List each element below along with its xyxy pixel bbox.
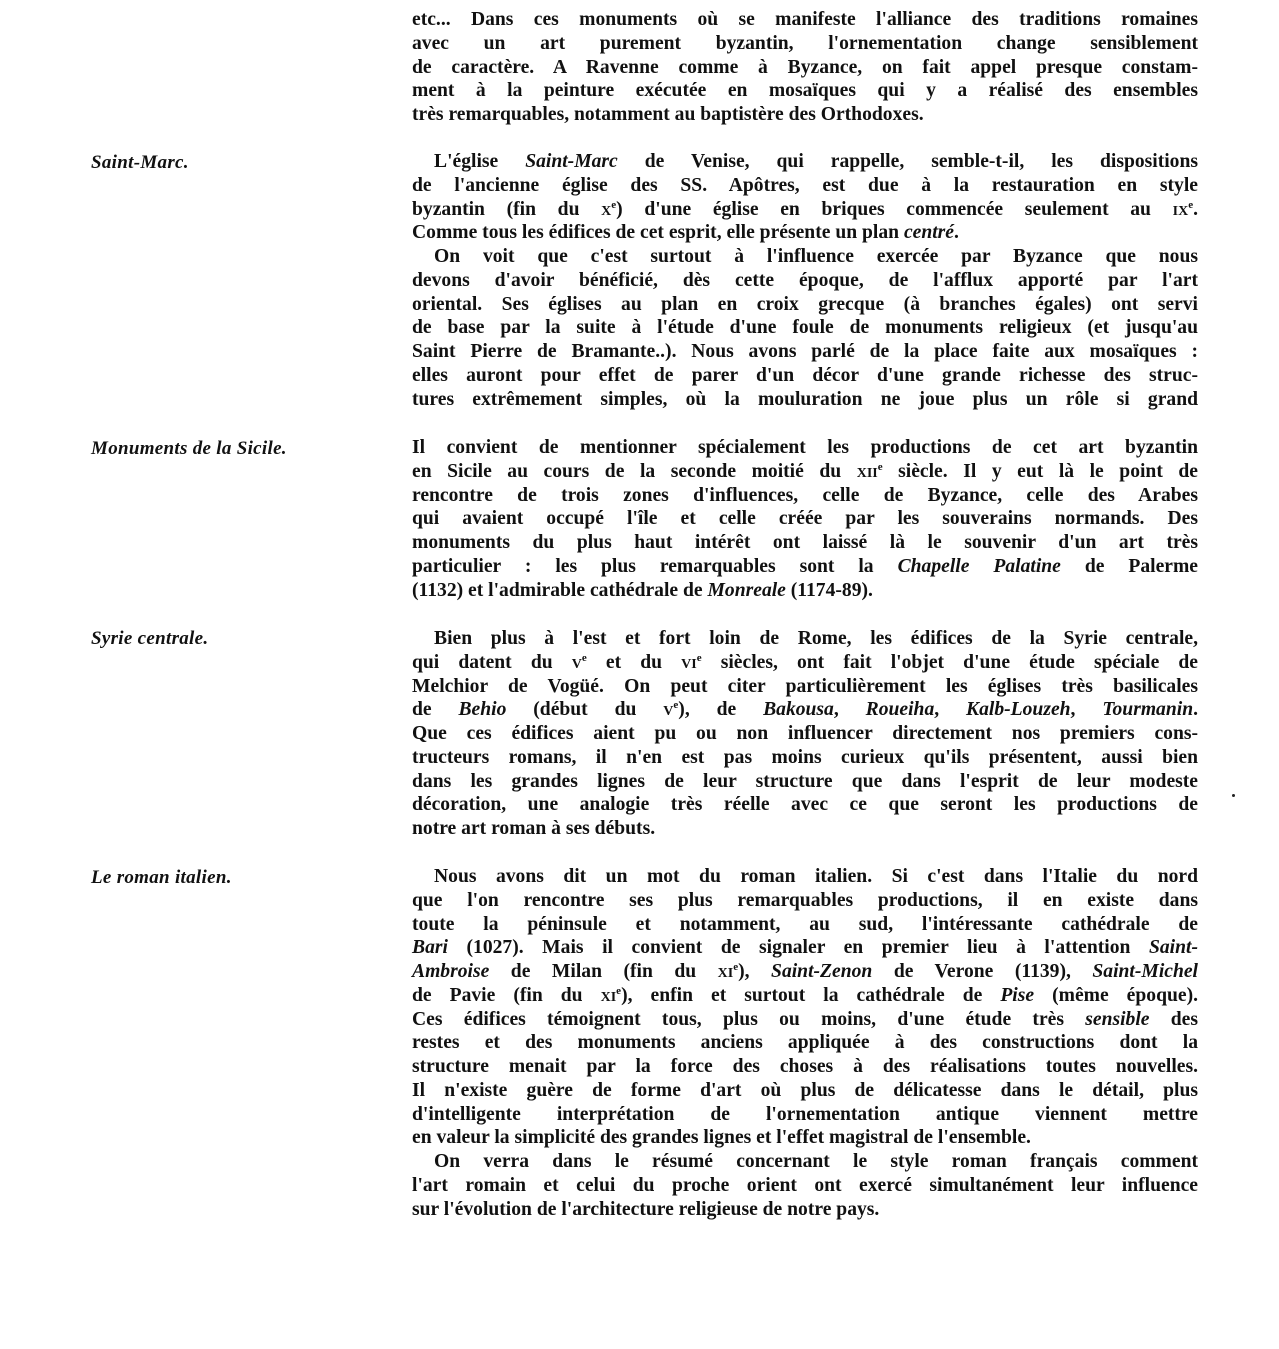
text-line: Il n'existe guère de forme d'art où plus de délicatesse dans le détail, plus [412,1079,1198,1101]
text-line: Bien plus à l'est et fort loin de Rome, les édifices de la Syrie centrale, [434,628,1198,649]
text-line: toute la péninsule et notamment, au sud, l'intéressante cathédrale de [412,913,1198,935]
text-line: Saint Pierre de Bramante..). Nous avons parlé de la place faite aux mosaïques : [412,341,1198,362]
text-line: restes et des monuments anciens appliquée à des constructions dont la [412,1032,1198,1054]
text-line: dans les grandes lignes de leur structure que dans l'esprit de leur modeste [412,770,1198,792]
text-line: avec un art purement byzantin, l'ornementation change sensiblement [412,32,1198,54]
text-line: ment à la peinture exécutée en mosaïques qui y a réalisé des ensembles [412,80,1198,102]
text-line: structure menait par la force des choses à des réalisations toutes nouvelles. [412,1056,1198,1077]
text-line: de Behio (début du $v^e$), de Bakousa, Roueiha, Kalb-Louzeh, Tourmanin. [412,699,1198,721]
text-line: Que ces édifices aient pu ou non influencer directement nos premiers cons- [412,723,1198,744]
text-line: Bari (1027). Mais il convient de signaler en premier lieu à l'attention Saint- [412,937,1198,959]
text-line: (1132) et l'admirable cathédrale de Monreale (1174-89). [412,579,873,601]
text-line: décoration, une analogie très réelle avec ce que seront les productions de [412,794,1198,816]
text-line: de base par la suite à l'étude d'une foule de monuments religieux (et jusqu'au [412,317,1198,339]
margin-note-saint-marc: Saint-Marc. [91,152,189,173]
print-speck [1232,794,1235,797]
text-line: sur l'évolution de l'architecture religieuse de notre pays. [412,1198,880,1220]
text-line: Ambroise de Milan (fin du $xi^e$), Saint-Zenon de Verone (1139), Saint-Michel [412,961,1198,982]
text-line: particulier : les plus remarquables sont la Chapelle Palatine de Palerme [412,555,1199,577]
text-line: Comme tous les édifices de cet esprit, elle présente un plan centré. [412,222,959,244]
text-line: qui datent du $v^e$ et du $vi^e$ siècles, ont fait l'objet d'une étude spéciale de [412,651,1198,673]
text-line: Melchior de Vogüé. On peut citer particulièrement les églises très basilicales [412,675,1198,697]
text-line: Ces édifices témoignent tous, plus ou moins, d'une étude très sensible des [412,1008,1198,1030]
text-line: Nous avons dit un mot du roman italien. Si c'est dans l'Italie du nord [434,866,1198,887]
text-line: elles auront pour effet de parer d'un décor d'une grande richesse des struc- [412,364,1198,386]
text-line: que l'on rencontre ses plus remarquables productions, il en existe dans [412,889,1198,911]
saint-marc-paragraph [412,150,1198,411]
roman-italien-paragraph [412,865,1198,1221]
text-line: de Pavie (fin du $xi^e$), enfin et surtout la cathédrale de Pise (même époque). [412,984,1198,1006]
text-line: L'église Saint-Marc de Venise, qui rappelle, semble-t-il, les dispositions [434,151,1198,172]
text-line: On voit que c'est surtout à l'influence exercée par Byzance que nous [434,246,1198,267]
text-line: tures extrêmement simples, où la mouluration ne joue plus un rôle si grand [412,388,1198,410]
text-line: Il convient de mentionner spécialement les productions de cet art byzantin [412,437,1198,458]
text-line: tructeurs romans, il n'en est pas moins curieux qu'ils présentent, aussi bien [412,746,1198,768]
text-line: rencontre de trois zones d'influences, celle de Byzance, celle des Arabes [412,484,1198,506]
text-line: d'intelligente interprétation de l'ornementation antique viennent mettre [412,1103,1198,1125]
text-line: en Sicile au cours de la seconde moitié du xii$^e$ siècle. Il y eut là le point de [412,460,1198,482]
text-line: de caractère. A Ravenne comme à Byzance, on fait appel presque constam- [412,56,1198,78]
text-line: en valeur la simplicité des grandes lignes et l'effet magistral de l'ensemble. [412,1127,1031,1149]
text-line: etc... Dans ces monuments où se manifeste l'alliance des traditions romaines [412,9,1198,30]
text-line: l'art romain et celui du proche orient ont exercé simultanément leur influence [412,1174,1198,1196]
syrie-paragraph [412,627,1198,841]
margin-note-roman-italien: Le roman italien. [91,867,232,888]
text-line: oriental. Ses églises au plan en croix grecque (à branches égales) ont servi [412,293,1198,315]
text-line: monuments du plus haut intérêt ont laissé là le souvenir d'un art très [412,532,1198,553]
intro-paragraph [412,8,1198,127]
text-line: notre art roman à ses débuts. [412,818,656,839]
text-line: qui avaient occupé l'île et celle créée par les souverains normands. Des [412,508,1198,530]
text-line: très remarquables, notamment au baptistère des Orthodoxes. [412,104,924,125]
text-line: byzantin (fin du $x^e$) d'une église en briques commencée seulement au $ix^e$. [412,198,1198,220]
sicile-paragraph [412,436,1198,602]
margin-note-syrie: Syrie centrale. [91,628,209,649]
text-line: On verra dans le résumé concernant le style roman français comment [434,1151,1198,1172]
margin-note-sicile: Monuments de la Sicile. [91,438,287,459]
text-line: de l'ancienne église des SS. Apôtres, est due à la restauration en style [412,174,1198,196]
text-line: devons d'avoir bénéficié, dès cette époque, de l'afflux apporté par l'art [412,269,1198,291]
